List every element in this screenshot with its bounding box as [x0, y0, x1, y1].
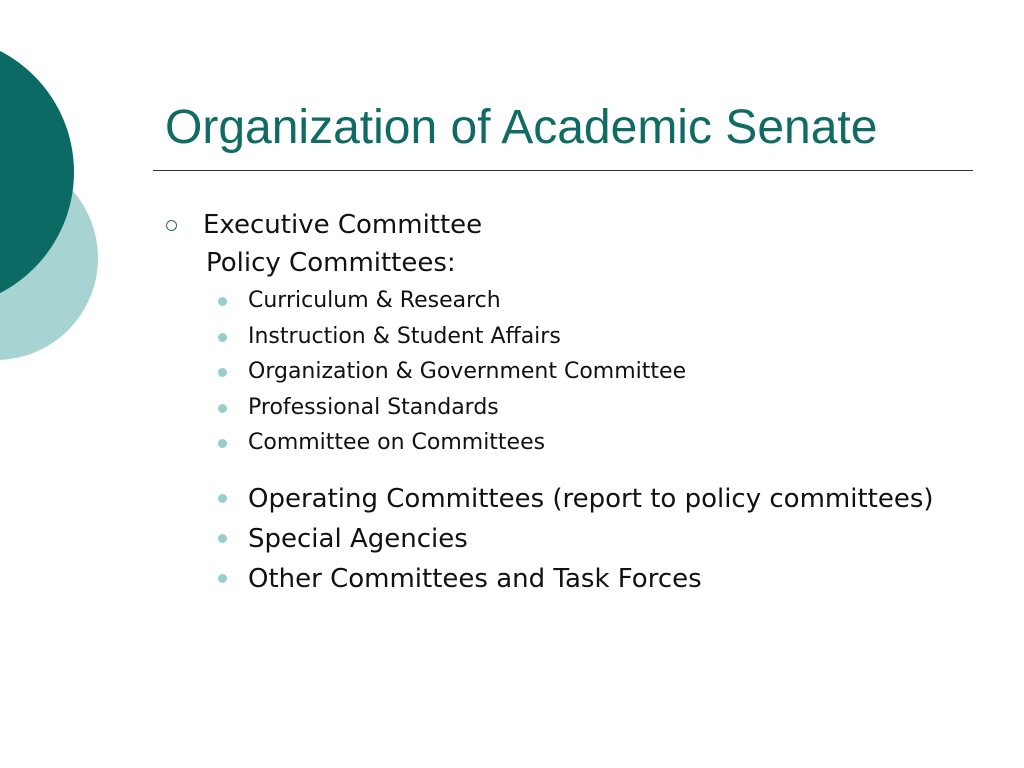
dot-bullet-icon — [218, 534, 227, 543]
list-item — [248, 354, 980, 390]
list-item-text: Instruction & Student Affairs — [248, 323, 561, 349]
list-item — [248, 523, 980, 555]
list-item — [248, 563, 980, 595]
executive-committee-text: Executive Committee — [203, 210, 483, 240]
dot-bullet-icon — [218, 574, 227, 583]
dot-bullet-icon — [218, 439, 227, 448]
decorative-circles — [0, 0, 120, 420]
level1-item — [160, 207, 980, 243]
list-item-text: Organization & Government Committee — [248, 359, 687, 384]
other-committees-list — [160, 483, 980, 595]
list-item — [248, 425, 980, 461]
slide-content — [160, 207, 980, 603]
slide-title: Organization of Academic Senate — [165, 101, 878, 154]
list-item-text: Committee on Committees — [248, 430, 546, 455]
dot-bullet-icon — [218, 368, 227, 377]
policy-committees-list — [160, 283, 980, 461]
list-item-text: Professional Standards — [248, 394, 499, 420]
dot-bullet-icon — [218, 333, 227, 342]
list-item-text: Other Committees and Task Forces — [248, 563, 702, 594]
dot-bullet-icon — [218, 494, 227, 503]
list-item-text: Curriculum & Research — [248, 288, 501, 313]
list-item — [248, 283, 980, 319]
list-item — [248, 483, 980, 515]
list-item — [248, 319, 980, 355]
title-divider — [153, 170, 973, 171]
policy-committees-heading: Policy Committees: — [206, 248, 456, 278]
list-item-text: Special Agencies — [248, 523, 468, 554]
hollow-circle-bullet-icon — [166, 220, 177, 231]
dot-bullet-icon — [218, 404, 227, 413]
list-item-text: Operating Committees (report to policy committees) — [248, 483, 934, 514]
dot-bullet-icon — [218, 297, 227, 306]
list-item — [248, 390, 980, 426]
